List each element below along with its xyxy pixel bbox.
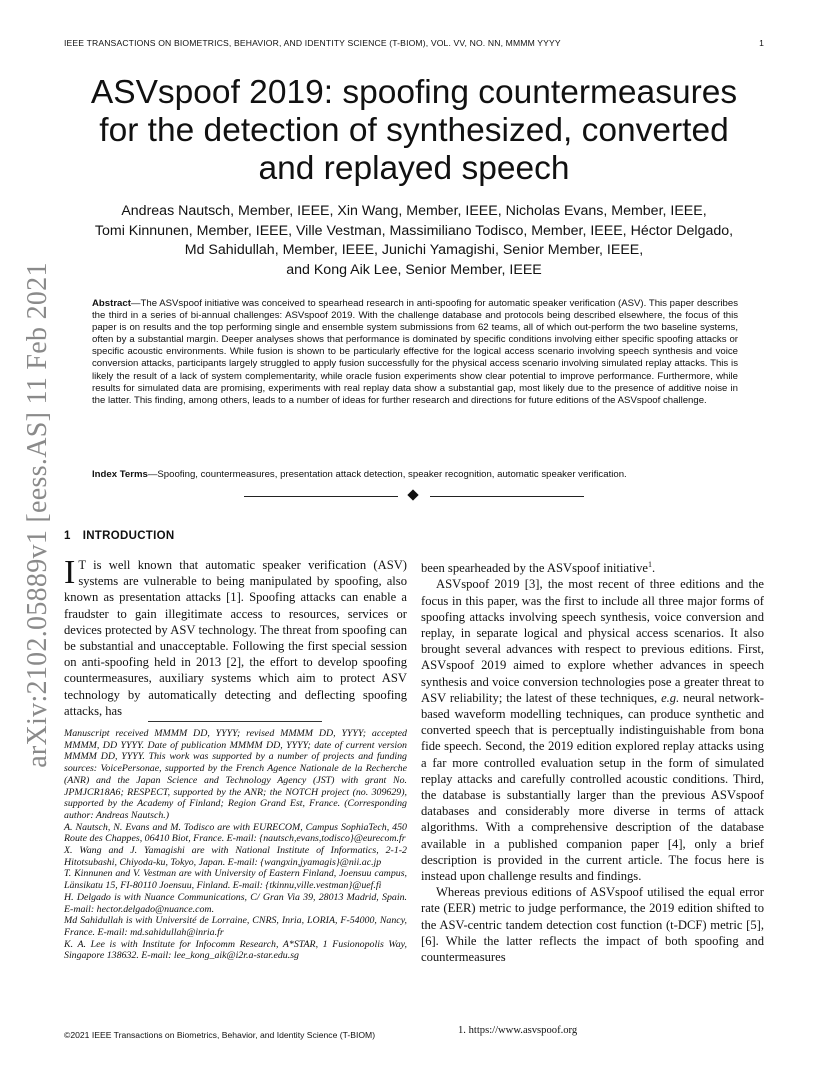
footnote-inria: Md Sahidullah is with Université de Lorraine, CNRS, Inria, LORIA, F-54000, Nancy, France. E-mail: md.sahidullah@inria.fr xyxy=(64,915,407,938)
intro-paragraph-1-cont-end: . xyxy=(651,561,656,576)
section-number: 1 xyxy=(64,530,71,542)
diamond-ornament-icon xyxy=(407,489,418,500)
right-column xyxy=(421,557,764,965)
left-column xyxy=(64,554,407,719)
footnotes xyxy=(64,728,407,962)
intro-paragraph-1 xyxy=(64,554,407,719)
footnote-i2r: K. A. Lee is with Institute for Infocomm Research, A*STAR, 1 Fusionopolis Way, Singapore 138632. E-mail: lee_kong_aik@i2r.a-star.edu.sg xyxy=(64,938,407,962)
intro-paragraph-2 xyxy=(421,576,764,884)
section-divider xyxy=(244,490,584,502)
intro-paragraph-2-part-a: ASVspoof 2019 [3], the most recent of three editions and the focus in this paper, was the first to include all three major forms of spoofing attacks involving speech synthesis, voice conversion and replay, in separate logical and physical access scenarios. It also brought several advances with respect to previous editions. First, ASVspoof 2019 aimed to explore whether advances in speech synthesis and voice conversion technologies pose a greater threat to ASV reliability; the latest of these techniques, xyxy=(421,577,764,705)
page-number: 1 xyxy=(759,38,764,48)
running-header xyxy=(64,38,764,50)
footnote-nii: X. Wang and J. Yamagishi are with National Institute of Informatics, 2-1-2 Hitotsubashi, Chiyoda-ku, Tokyo, Japan. E-mail: {wangxin,jyamagis}@nii.ac.jp xyxy=(64,845,407,868)
authors-line-2: Tomi Kinnunen, Member, IEEE, Ville Vestman, Massimiliano Todisco, Member, IEEE, Héctor Delgado, xyxy=(94,222,734,239)
title-line-2: for the detection of synthesized, converted xyxy=(99,112,729,149)
authors-line-4: and Kong Aik Lee, Senior Member, IEEE xyxy=(286,261,542,278)
intro-paragraph-1-cont xyxy=(421,557,764,576)
intro-paragraph-3: Whereas previous editions of ASVspoof utilised the equal error rate (EER) metric to judge performance, the 2019 edition shifted to the ASV-centric tandem detection cost function (t-DCF) metric [5], [6]. While the latter reflects the impact of both spoofing and countermeasures xyxy=(421,885,764,965)
divider-line-left xyxy=(244,496,398,497)
arxiv-stamp-container xyxy=(18,262,58,768)
authors-line-1: Andreas Nautsch, Member, IEEE, Xin Wang, Member, IEEE, Nicholas Evans, Member, IEEE, xyxy=(121,203,707,219)
abstract-label: Abstract xyxy=(92,298,131,309)
index-terms-label: Index Terms xyxy=(92,469,148,480)
arxiv-stamp: arXiv:2102.05889v1 [eess.AS] 11 Feb 2021 xyxy=(22,262,53,768)
footnote-rule xyxy=(148,721,322,722)
title-line-1: ASVspoof 2019: spoofing countermeasures xyxy=(90,74,738,111)
intro-paragraph-1-text: T is well known that automatic speaker verification (ASV) systems are vulnerable to being manipulated by spoofing, also known as presentation attacks [1]. Spoofing attacks can enable a fraudster to gain illegitimate access to resources, services or devices protected by ASV technology. The threat from spoofing can be substantial and unacceptable. Following the first special session on anti-spoofing held in 2013 [2], the effort to develop spoofing countermeasures, auxiliary systems which aim to protect ASV technology by automatically detecting and deflecting spoofing attacks, has xyxy=(64,558,407,718)
authors-line-3: Md Sahidullah, Member, IEEE, Junichi Yamagishi, Senior Member, IEEE, xyxy=(184,242,644,258)
footnote-marker: 1 xyxy=(647,560,652,569)
right-footnote: 1. https://www.asvspoof.org xyxy=(458,1025,578,1036)
footnote-eurecom: A. Nautsch, N. Evans and M. Todisco are with EURECOM, Campus SophiaTech, 450 Route des Chappes, 06410 Biot, France. E-mail: {nautsch,evans,todisco}@eurecom.fr xyxy=(64,821,407,845)
dropcap-letter: I xyxy=(64,554,76,591)
author-list xyxy=(60,202,768,280)
footnote-nuance: H. Delgado is with Nuance Communications, C/ Gran Via 39, 28013 Madrid, Spain. E-mail: hector.delgado@nuance.com. xyxy=(64,891,407,915)
index-terms-text: —Spoofing, countermeasures, presentation attack detection, speaker recognition, automatic speaker verification. xyxy=(147,469,627,480)
abstract-text: —The ASVspoof initiative was conceived to spearhead research in anti-spoofing for automatic speaker verification (ASV). This paper describes the third in a series of bi-annual challenges: ASVspoof 2019. With the challenge database and protocols being described elsewhere, the focus of this paper is on results and the top performing single and ensemble system submissions from 62 teams, all of which out-perform the two baseline systems, often by a substantial margin. Deeper analyses shows that performance is dominated by specific conditions involving either specific spoofing attacks or specific acoustic environments. While fusion is shown to be particularly effective for the logical access scenario involving speech synthesis and voice conversion attacks, participants largely struggled to apply fusion successfully for the physical access scenario involving simulated replay attacks. This is likely the result of a lack of system complementarity, while oracle fusion experiments show clear potential to improve performance. Furthermore, while results for simulated data are promising, experiments with real replay data show a substantial gap, most likely due to the presence of additive noise in the latter. This finding, among others, leads to a number of ideas for further research and directions for future editions of the ASVspoof challenge. xyxy=(92,298,738,406)
footnote-manuscript: Manuscript received MMMM DD, YYYY; revised MMMM DD, YYYY; accepted MMMM, DD YYYY. Date of publication MMMM DD, YYYY; date of current version MMMM DD, YYYY. This work was supported by a number of projects and funding sources: VoicePersonae, supported by the French Agence Nationale de la Recherche (ANR) and the Japan Science and Technology Agency (JST) with grant No. JPMJCR18A6; RESPECT, supported by the ANR; the NOTCH project (no. 309629), supported by the Academy of Finland; Region Grand Est, France. (Corresponding author: Andreas Nautsch.) xyxy=(64,728,407,821)
intro-paragraph-1-cont-text: been spearheaded by the ASVspoof initiative xyxy=(421,561,648,576)
abstract xyxy=(92,298,738,407)
intro-paragraph-2-eg: e.g. xyxy=(661,690,680,705)
index-terms xyxy=(92,469,738,481)
section-heading xyxy=(64,530,174,542)
title-line-3: and replayed speech xyxy=(258,150,570,187)
paper-title xyxy=(60,74,768,188)
footnote-uef: T. Kinnunen and V. Vestman are with University of Eastern Finland, Joensuu campus, Länsikatu 15, FI-80110 Joensuu, Finland. E-mail: {tkinnu,ville.vestman}@uef.fi xyxy=(64,868,407,892)
divider-line-right xyxy=(430,496,584,497)
copyright-notice: ©2021 IEEE Transactions on Biometrics, Behavior, and Identity Science (T-BIOM) xyxy=(64,1030,376,1040)
section-title: INTRODUCTION xyxy=(82,530,175,542)
journal-header: IEEE TRANSACTIONS ON BIOMETRICS, BEHAVIOR, AND IDENTITY SCIENCE (T-BIOM), VOL. VV, NO. NN, MMMM YYYY xyxy=(64,38,561,48)
intro-paragraph-2-part-b: neural network-based waveform modelling techniques, can produce synthetic and converted speech that is perceptually indistinguishable from bona fide speech. Second, the 2019 edition explored replay attacks using a far more controlled evaluation setup in the form of simulated replay attacks and carefully controlled acoustic conditions. Third, the database is substantially larger than the previous ASVspoof databases and considerably more diverse in terms of attack algorithms. With a comprehensive description of the database available in a published companion paper [4], only a brief description is provided in the current article. The focus here is instead upon challenge results and findings. xyxy=(421,690,764,884)
